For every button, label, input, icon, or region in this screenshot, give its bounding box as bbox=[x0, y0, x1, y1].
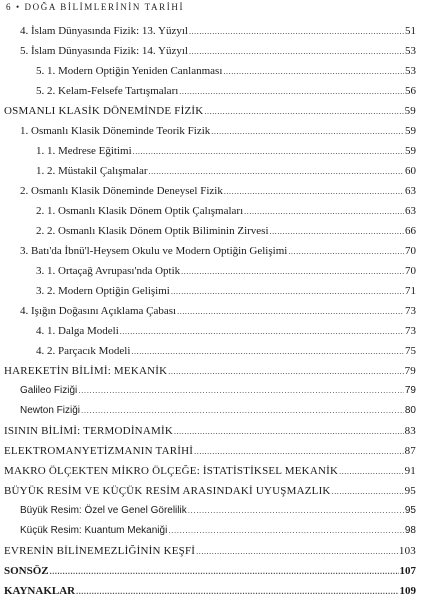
dot-leader bbox=[211, 125, 404, 138]
toc-entry-page-number: 59 bbox=[404, 105, 416, 117]
toc-entry-page-number: 53 bbox=[405, 65, 416, 77]
toc-entry bbox=[20, 504, 416, 518]
toc-entry-page-number: 95 bbox=[404, 485, 416, 497]
toc-entry-title: 2. 1. Osmanlı Klasik Dönem Optik Çalışmaları bbox=[36, 205, 244, 217]
toc-entry bbox=[20, 304, 416, 318]
toc-entry-title: Galileo Fiziği bbox=[20, 385, 78, 396]
toc-entry-title: 1. 2. Müstakil Çalışmalar bbox=[36, 165, 148, 177]
toc-entry-page-number: 109 bbox=[399, 585, 416, 597]
dot-leader bbox=[133, 145, 404, 158]
toc-entry bbox=[36, 84, 416, 98]
dot-leader bbox=[171, 285, 404, 298]
toc-entry-page-number: 51 bbox=[405, 25, 416, 37]
toc-entry bbox=[20, 384, 416, 398]
toc-entry-page-number: 80 bbox=[404, 405, 416, 416]
toc-entry-page-number: 91 bbox=[404, 465, 416, 477]
toc-entry-page-number: 73 bbox=[405, 305, 416, 317]
dot-leader bbox=[131, 345, 404, 358]
dot-leader bbox=[204, 105, 403, 118]
toc-entry-page-number: 103 bbox=[398, 545, 416, 557]
dot-leader bbox=[332, 485, 404, 498]
dot-leader bbox=[181, 265, 404, 278]
toc-entry bbox=[36, 224, 416, 238]
dot-leader bbox=[196, 545, 398, 558]
toc-entry-title: 5. 1. Modern Optiğin Yeniden Canlanması bbox=[36, 65, 223, 77]
toc-entry-title: 1. 1. Medrese Eğitimi bbox=[36, 145, 132, 157]
dot-leader bbox=[223, 65, 404, 78]
dot-leader bbox=[81, 404, 404, 418]
toc-entry-title: 3. 1. Ortaçağ Avrupası'nda Optik bbox=[36, 265, 181, 277]
toc-entry bbox=[4, 444, 416, 458]
toc-entry bbox=[36, 144, 416, 158]
toc-entry-title: BÜYÜK RESİM VE KÜÇÜK RESİM ARASINDAKİ UYUŞMAZLIK bbox=[4, 485, 331, 497]
toc-entry bbox=[20, 44, 416, 58]
toc-entry-title: 4. İslam Dünyasında Fizik: 13. Yüzyıl bbox=[20, 25, 188, 37]
toc-entry-page-number: 63 bbox=[405, 185, 416, 197]
toc-entry bbox=[36, 324, 416, 338]
toc-entry-title: HAREKETİN BİLİMİ: MEKANİK bbox=[4, 365, 168, 377]
toc-entry-page-number: 83 bbox=[404, 425, 416, 437]
toc-entry bbox=[36, 164, 416, 178]
dot-leader bbox=[50, 565, 399, 578]
toc-entry-title: EVRENİN BİLİNEMEZLİĞİNİN KEŞFİ bbox=[4, 545, 196, 557]
dot-leader bbox=[168, 524, 404, 538]
toc-entry bbox=[20, 524, 416, 538]
dot-leader bbox=[189, 25, 404, 38]
toc-entry-title: KAYNAKLAR bbox=[4, 585, 76, 597]
toc-entry bbox=[20, 24, 416, 38]
toc-entry-title: ISININ BİLİMİ: TERMODİNAMİK bbox=[4, 425, 173, 437]
toc-entry-page-number: 66 bbox=[405, 225, 416, 237]
dot-leader bbox=[174, 425, 404, 438]
toc-entry-title: 2. Osmanlı Klasik Döneminde Deneysel Fizik bbox=[20, 185, 223, 197]
toc-entry-page-number: 75 bbox=[405, 345, 416, 357]
toc-entry bbox=[36, 284, 416, 298]
dot-leader bbox=[244, 205, 404, 218]
dot-leader bbox=[288, 245, 404, 258]
toc-entry-page-number: 63 bbox=[405, 205, 416, 217]
toc-entry-title: 3. Batı'da İbnü'l-Heysem Okulu ve Modern Optiğin Gelişimi bbox=[20, 245, 288, 257]
toc-entry-page-number: 95 bbox=[404, 505, 416, 516]
toc-entry-title: OSMANLI KLASİK DÖNEMİNDE FİZİK bbox=[4, 105, 204, 117]
dot-leader bbox=[177, 305, 404, 318]
dot-leader bbox=[149, 165, 404, 178]
toc-entry-title: SONSÖZ bbox=[4, 565, 49, 577]
toc-entry-title: Küçük Resim: Kuantum Mekaniği bbox=[20, 525, 168, 536]
dot-leader bbox=[189, 45, 404, 58]
toc-entry-page-number: 79 bbox=[404, 385, 416, 396]
toc-entry bbox=[4, 464, 416, 478]
dot-leader bbox=[224, 185, 404, 198]
toc-entry-page-number: 53 bbox=[405, 45, 416, 57]
toc-entry-page-number: 87 bbox=[404, 445, 416, 457]
toc-entry-title: 4. Işığın Doğasını Açıklama Çabası bbox=[20, 305, 177, 317]
toc-entry-page-number: 107 bbox=[399, 565, 416, 577]
toc-entry-page-number: 60 bbox=[405, 165, 416, 177]
toc-entry-title: Büyük Resim: Özel ve Genel Görelilik bbox=[20, 505, 187, 516]
toc-entry-page-number: 70 bbox=[405, 245, 416, 257]
toc-entry-page-number: 73 bbox=[405, 325, 416, 337]
dot-leader bbox=[76, 585, 398, 598]
toc-entry-title: 2. 2. Osmanlı Klasik Dönem Optik Biliminin Zirvesi bbox=[36, 225, 269, 237]
toc-entry bbox=[36, 264, 416, 278]
toc-entry-page-number: 71 bbox=[405, 285, 416, 297]
toc-entry bbox=[36, 204, 416, 218]
toc-entry-page-number: 70 bbox=[405, 265, 416, 277]
toc-entry bbox=[36, 64, 416, 78]
toc-entry-title: 4. 2. Parçacık Modeli bbox=[36, 345, 131, 357]
dot-leader bbox=[179, 85, 404, 98]
toc-entry bbox=[4, 424, 416, 438]
toc-entry-page-number: 59 bbox=[405, 125, 416, 137]
dot-leader bbox=[120, 325, 404, 338]
dot-leader bbox=[188, 504, 404, 518]
toc-entry bbox=[4, 564, 416, 578]
toc-entry-title: MAKRO ÖLÇEKTEN MİKRO ÖLÇEĞE: İSTATİSTİKSEL MEKANİK bbox=[4, 465, 339, 477]
toc-entry bbox=[20, 404, 416, 418]
toc-entry-page-number: 56 bbox=[405, 85, 416, 97]
running-head: 6 • DOĞA BİLİMLERİNİN TARİHİ bbox=[6, 2, 185, 12]
toc-entry-title: 5. İslam Dünyasında Fizik: 14. Yüzyıl bbox=[20, 45, 188, 57]
dot-leader bbox=[78, 384, 404, 398]
dot-leader bbox=[339, 465, 403, 478]
toc-entry-title: Newton Fiziği bbox=[20, 405, 81, 416]
toc-entry bbox=[4, 544, 416, 558]
toc-entry bbox=[36, 344, 416, 358]
toc-entry bbox=[4, 104, 416, 118]
toc-entry-title: 1. Osmanlı Klasik Döneminde Teorik Fizik bbox=[20, 125, 211, 137]
toc-entry-page-number: 79 bbox=[404, 365, 416, 377]
toc-entry-page-number: 98 bbox=[404, 525, 416, 536]
toc-entry bbox=[20, 124, 416, 138]
toc-entry bbox=[4, 584, 416, 598]
toc-entry-title: 5. 2. Kelam-Felsefe Tartışmaları bbox=[36, 85, 179, 97]
toc-entry-title: ELEKTROMANYETİZMANIN TARİHİ bbox=[4, 445, 194, 457]
toc-entry-page-number: 59 bbox=[405, 145, 416, 157]
dot-leader bbox=[168, 365, 403, 378]
dot-leader bbox=[194, 445, 403, 458]
toc-entry bbox=[20, 184, 416, 198]
toc-entry-title: 3. 2. Modern Optiğin Gelişimi bbox=[36, 285, 170, 297]
toc-entry bbox=[20, 244, 416, 258]
toc-entry-title: 4. 1. Dalga Modeli bbox=[36, 325, 119, 337]
toc-entry bbox=[4, 484, 416, 498]
dot-leader bbox=[270, 225, 404, 238]
toc-entry bbox=[4, 364, 416, 378]
